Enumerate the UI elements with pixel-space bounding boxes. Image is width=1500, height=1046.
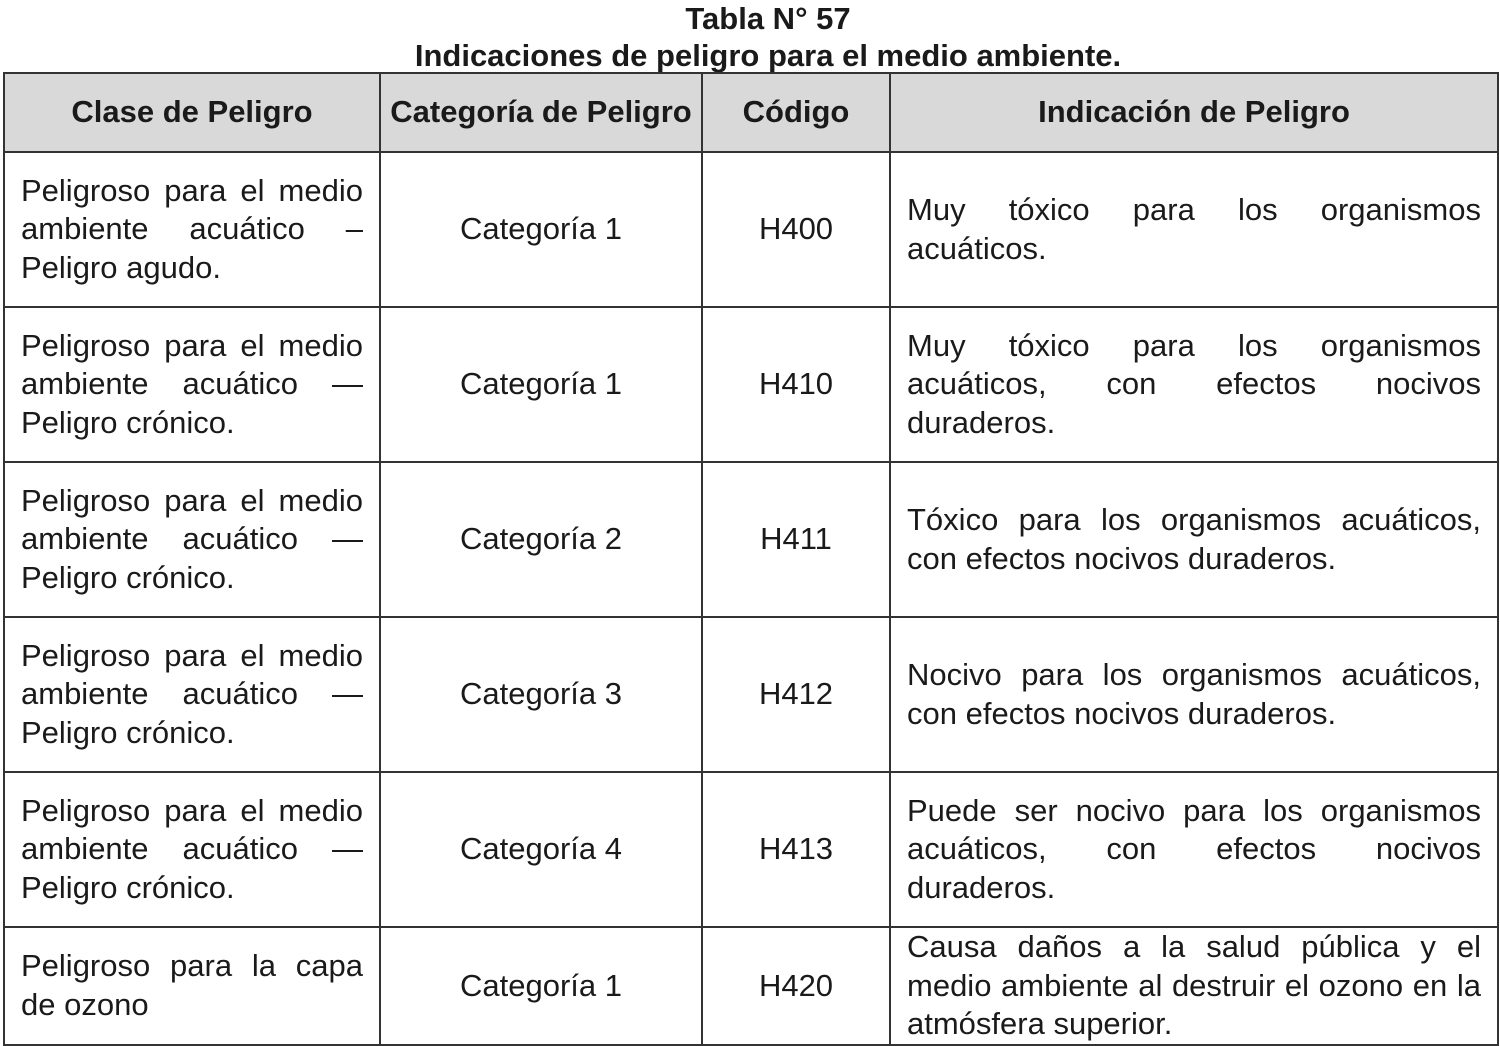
table-caption <box>0 0 1500 74</box>
header-row <box>4 73 1498 152</box>
cell-clase: Peligroso para el medio ambiente acuático — Peligro crónico. <box>4 462 380 617</box>
cell-codigo: H411 <box>702 462 890 617</box>
hazard-table <box>3 72 1499 1046</box>
cell-clase: Peligroso para el medio ambiente acuático — Peligro crónico. <box>4 307 380 462</box>
table-title: Indicaciones de peligro para el medio ambiente. <box>414 38 1122 73</box>
header-clase: Clase de Peligro <box>4 73 380 152</box>
header-indicacion: Indicación de Peligro <box>890 73 1498 152</box>
cell-indicacion: Nocivo para los organismos acuáticos, con efectos nocivos duraderos. <box>890 617 1498 772</box>
cell-clase: Peligroso para la capa de ozono <box>4 927 380 1045</box>
cell-categoria: Categoría 3 <box>380 617 702 772</box>
table-row <box>4 927 1498 1045</box>
cell-clase: Peligroso para el medio ambiente acuático — Peligro crónico. <box>4 772 380 927</box>
cell-codigo: H400 <box>702 152 890 307</box>
table-row <box>4 307 1498 462</box>
cell-codigo: H420 <box>702 927 890 1045</box>
table-row <box>4 152 1498 307</box>
cell-indicacion: Puede ser nocivo para los organismos acuáticos, con efectos nocivos duraderos. <box>890 772 1498 927</box>
header-codigo: Código <box>702 73 890 152</box>
table-row <box>4 772 1498 927</box>
table-number: Tabla N° 57 <box>685 1 851 36</box>
cell-indicacion: Causa daños a la salud pública y el medio ambiente al destruir el ozono en la atmósfera superior. <box>890 927 1498 1045</box>
cell-indicacion: Tóxico para los organismos acuáticos, con efectos nocivos duraderos. <box>890 462 1498 617</box>
cell-clase: Peligroso para el medio ambiente acuático – Peligro agudo. <box>4 152 380 307</box>
cell-categoria: Categoría 1 <box>380 927 702 1045</box>
cell-codigo: H413 <box>702 772 890 927</box>
cell-categoria: Categoría 1 <box>380 307 702 462</box>
table-row <box>4 462 1498 617</box>
header-categoria: Categoría de Peligro <box>380 73 702 152</box>
table-row <box>4 617 1498 772</box>
cell-categoria: Categoría 1 <box>380 152 702 307</box>
cell-indicacion: Muy tóxico para los organismos acuáticos. <box>890 152 1498 307</box>
cell-indicacion: Muy tóxico para los organismos acuáticos, con efectos nocivos duraderos. <box>890 307 1498 462</box>
cell-codigo: H412 <box>702 617 890 772</box>
cell-categoria: Categoría 4 <box>380 772 702 927</box>
cell-codigo: H410 <box>702 307 890 462</box>
cell-clase: Peligroso para el medio ambiente acuático — Peligro crónico. <box>4 617 380 772</box>
cell-categoria: Categoría 2 <box>380 462 702 617</box>
